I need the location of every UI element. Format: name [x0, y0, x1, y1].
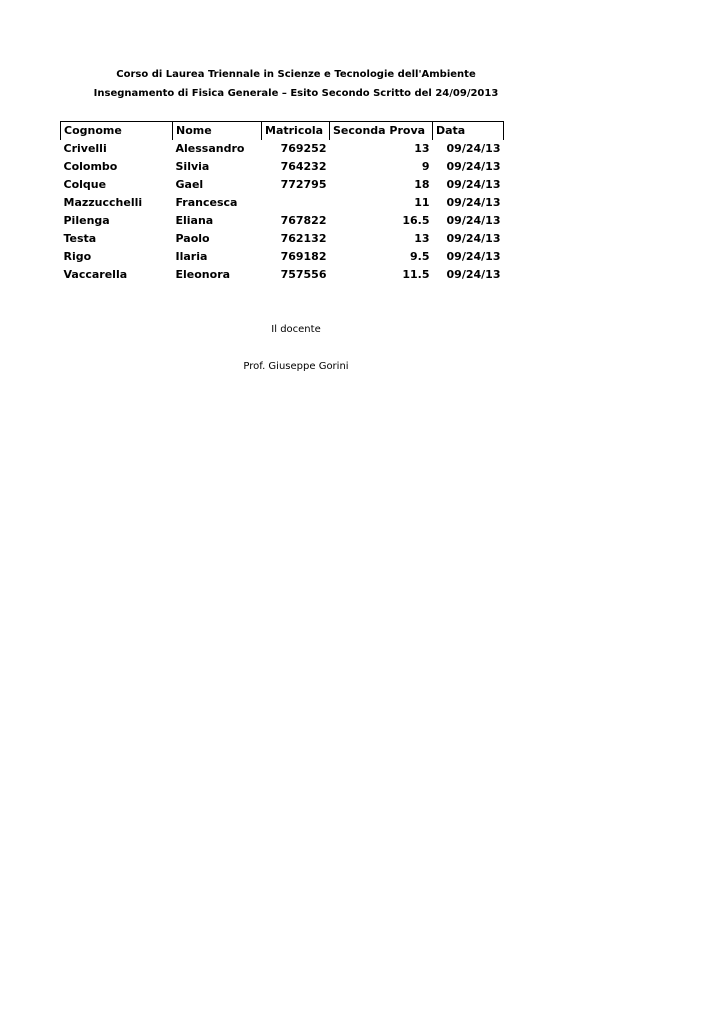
- cell-prova: 18: [414, 178, 430, 191]
- cell-matricola: 767822: [280, 214, 327, 227]
- exam-title: Insegnamento di Fisica Generale – Esito Secondo Scritto del 24/09/2013: [93, 88, 499, 99]
- cell-prova: 9.5: [410, 250, 430, 263]
- results-table: [60, 121, 504, 284]
- cell-cognome: Crivelli: [63, 142, 107, 155]
- cell-nome: Paolo: [175, 232, 210, 245]
- cell-nome: Gael: [175, 178, 204, 191]
- table-row: [61, 176, 504, 194]
- cell-cognome: Mazzucchelli: [63, 196, 143, 209]
- table-row: [61, 248, 504, 266]
- cell-prova: 16.5: [402, 214, 430, 227]
- cell-matricola: [262, 194, 330, 212]
- cell-matricola: 772795: [280, 178, 327, 191]
- cell-data: 09/24/13: [446, 250, 501, 263]
- cell-data: 09/24/13: [446, 160, 501, 173]
- cell-prova: 13: [414, 142, 430, 155]
- table-row: [61, 194, 504, 212]
- table-row: [61, 266, 504, 284]
- table-row: [61, 158, 504, 176]
- cell-cognome: Colombo: [63, 160, 118, 173]
- cell-data: 09/24/13: [446, 268, 501, 281]
- cell-nome: Silvia: [175, 160, 210, 173]
- column-header-data: Data: [433, 122, 504, 141]
- cell-nome: Eliana: [175, 214, 214, 227]
- cell-cognome: Pilenga: [63, 214, 110, 227]
- cell-matricola: 762132: [280, 232, 327, 245]
- cell-data: 09/24/13: [446, 142, 501, 155]
- cell-prova: 11: [414, 196, 430, 209]
- cell-matricola: 757556: [280, 268, 327, 281]
- cell-matricola: 769252: [280, 142, 327, 155]
- column-header-nome: Nome: [173, 122, 262, 141]
- table-row: [61, 230, 504, 248]
- cell-prova: 11.5: [402, 268, 430, 281]
- cell-cognome: Testa: [63, 232, 97, 245]
- signature-name: Prof. Giuseppe Gorini: [243, 361, 349, 372]
- course-title: Corso di Laurea Triennale in Scienze e Tecnologie dell'Ambiente: [116, 69, 476, 80]
- cell-matricola: 764232: [280, 160, 327, 173]
- signature-role: Il docente: [271, 324, 321, 335]
- table-row: [61, 140, 504, 158]
- cell-cognome: Rigo: [63, 250, 92, 263]
- cell-prova: 9: [421, 160, 430, 173]
- cell-nome: Eleonora: [175, 268, 231, 281]
- cell-matricola: 769182: [280, 250, 327, 263]
- cell-data: 09/24/13: [446, 196, 501, 209]
- cell-nome: Francesca: [175, 196, 238, 209]
- table-row: [61, 212, 504, 230]
- column-header-seconda-prova: Seconda Prova: [330, 122, 433, 141]
- cell-nome: Alessandro: [175, 142, 245, 155]
- cell-data: 09/24/13: [446, 232, 501, 245]
- cell-data: 09/24/13: [446, 178, 501, 191]
- cell-cognome: Vaccarella: [63, 268, 128, 281]
- cell-data: 09/24/13: [446, 214, 501, 227]
- cell-prova: 13: [414, 232, 430, 245]
- cell-nome: Ilaria: [175, 250, 208, 263]
- cell-cognome: Colque: [63, 178, 107, 191]
- table-header-row: [61, 122, 504, 141]
- column-header-matricola: Matricola: [262, 122, 330, 141]
- column-header-cognome: Cognome: [61, 122, 173, 141]
